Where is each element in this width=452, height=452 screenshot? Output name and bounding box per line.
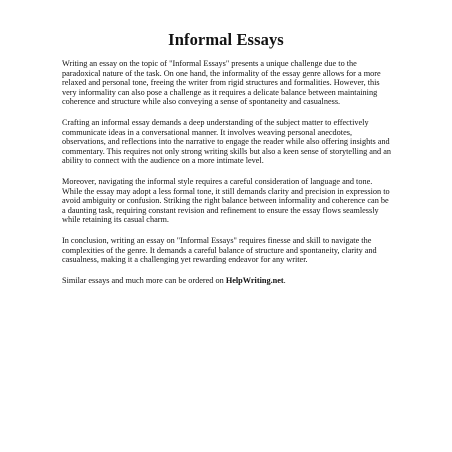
footer-note [62,276,392,286]
paragraph-4: In conclusion, writing an essay on "Informal Essays" requires finesse and skill to navigate the complexities of the genre. It demands a careful balance of structure and spontaneity, clarity and casualness, making it a challenging yet rewarding endeavor for any writer. [62,235,377,265]
paragraph-3: Moreover, navigating the informal style requires a careful consideration of language and tone. While the essay may adopt a less formal tone, it still demands clarity and precision in expression to avoid ambiguity or confusion. Striking the right balance between informality and coherence can be a daunting task, requiring constant revision and refinement to ensure the essay flows seamlessly while retaining its casual charm. [62,176,390,225]
document-body [62,59,392,285]
helpwriting-link[interactable]: HelpWriting.net [225,275,284,285]
footer-prefix: Similar essays and much more can be ordered on [62,275,226,285]
paragraph-2: Crafting an informal essay demands a deep understanding of the subject matter to effectively communicate ideas in a conversational manner. It involves weaving personal anecdotes, observations, and reflections into the narrative to engage the reader while also offering insights and commentary. This requires not only strong writing skills but also a keen sense of storytelling and an ability to connect with the audience on a more intimate level. [62,117,392,166]
paragraph-1: Writing an essay on the topic of "Informal Essays" presents a unique challenge due to the paradoxical nature of the task. On one hand, the informality of the essay genre allows for a more relaxed and personal tone, freeing the writer from rigid structures and formalities. However, this very informality can also pose a challenge as it requires a delicate balance between maintaining coherence and structure while also conveying a sense of spontaneity and casualness. [62,59,381,107]
footer-suffix: . [283,275,286,285]
document-title: Informal Essays [168,30,284,49]
